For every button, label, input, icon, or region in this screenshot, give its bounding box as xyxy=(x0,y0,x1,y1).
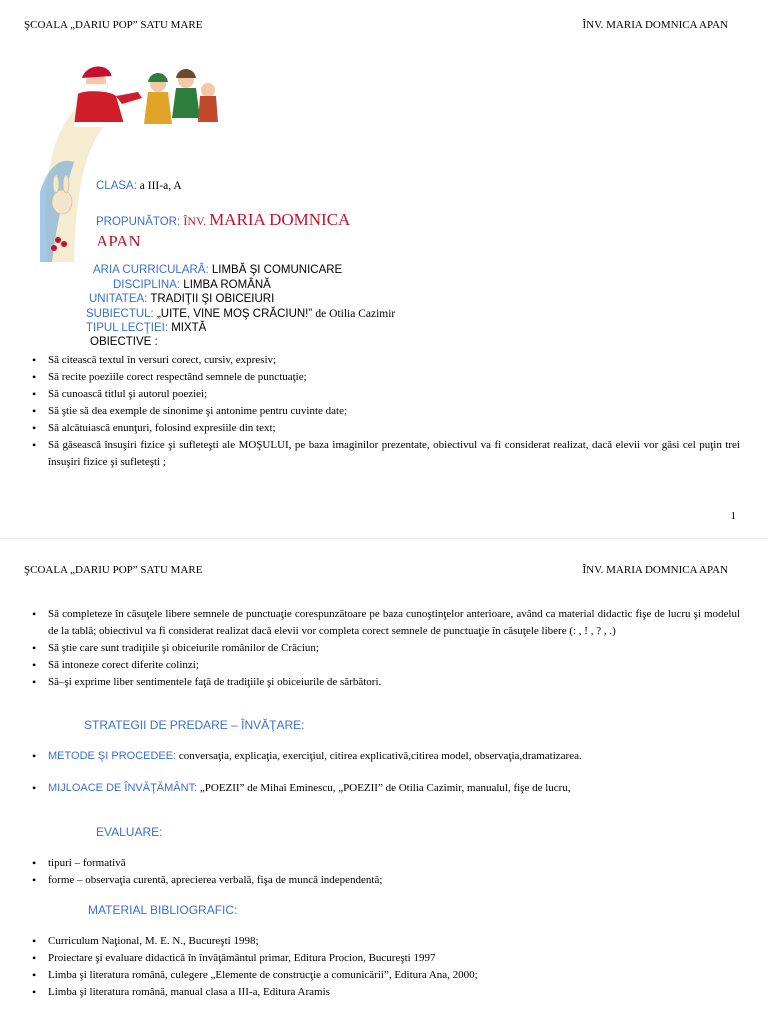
mijloace-list xyxy=(30,780,750,797)
unitatea-value: TRADIŢII ŞI OBICEIURI xyxy=(147,293,275,305)
list-item: • Să completeze în căsuţele libere semnele de punctuaţie corespunzătoare pe baza cunoştinţelor anterioare, având ca material didactic fişe de lucru şi modelul de la tablă; obiectivul va fi considerat realizat dacă elevii vor completa corect semnele de punctuaţie în căsuţele libere (: , ! , ? , .) xyxy=(30,606,740,640)
clasa-label: CLASA: xyxy=(96,180,137,192)
page-separator xyxy=(0,538,768,539)
list-item: • Curriculum Naţional, M. E. N., Bucureşti 1998; xyxy=(30,933,750,950)
field-subiectul xyxy=(86,308,395,320)
list-item: • Să cunoască titlul şi autorul poeziei; xyxy=(30,386,740,403)
unitatea-label: UNITATEA: xyxy=(89,293,148,305)
disciplina-value: LIMBA ROMÂNĂ xyxy=(180,279,271,291)
bibliografie-list xyxy=(30,933,750,1001)
field-clasa xyxy=(96,180,182,192)
disciplina-label: DISCIPLINA: xyxy=(113,279,181,291)
strategii-title: STRATEGII DE PREDARE – ÎNVĂŢARE: xyxy=(84,718,305,732)
propunator-label: PROPUNĂTOR: xyxy=(96,216,184,228)
field-unitatea xyxy=(89,293,274,305)
bibliografic-title: MATERIAL BIBLIOGRAFIC: xyxy=(88,903,238,917)
evaluare-list xyxy=(30,855,740,889)
subiectul-author: de Otilia Cazimir xyxy=(315,308,396,320)
metode-label: METODE ŞI PROCEDEE: xyxy=(48,750,177,762)
page-number: 1 xyxy=(730,510,736,522)
metode-value: conversaţia, explicaţia, exerciţiul, citirea explicativă,citirea model, observaţia,dramatizarea. xyxy=(176,750,582,762)
header-school: ŞCOALA „DARIU POP” SATU MARE xyxy=(24,19,203,31)
list-item: • forme – observaţia curentă, aprecierea verbală, fişa de muncă independentă; xyxy=(30,872,740,889)
aria-label: ARIA CURRICULARĂ: xyxy=(93,264,209,276)
mijloace-value: „POEZII” de Mihai Eminescu, „POEZII” de Otilia Cazimir, manualul, fişe de lucru, xyxy=(197,782,571,794)
list-item xyxy=(30,780,750,797)
field-tipul xyxy=(86,322,206,334)
metode-list xyxy=(30,748,750,765)
mijloace-label: MIJLOACE DE ÎNVĂŢĂMÂNT: xyxy=(48,782,198,794)
list-item: • tipuri – formativă xyxy=(30,855,740,872)
list-item: • Să intoneze corect diferite colinzi; xyxy=(30,657,740,674)
tipul-value: MIXTĂ xyxy=(168,322,207,334)
list-item: • Proiectare şi evaluare didactică în învăţământul primar, Editura Procion, Bucureşti 1997 xyxy=(30,950,750,967)
propunator-name: MARIA DOMNICA xyxy=(209,210,351,229)
document-page-2 xyxy=(0,540,768,1024)
list-item: • Să găsească însuşiri fizice şi sufleteşti ale MOŞULUI, pe baza imaginilor prezentate, obiectivul va fi considerat realizat, dacă elevii vor găsi cel puţin trei însuşiri fizice şi sufleteşti ; xyxy=(30,437,740,471)
list-item xyxy=(30,748,750,765)
list-item: • Limba şi literatura română, culegere „Elemente de construcţie a comunicării”, Editura Ana, 2000; xyxy=(30,967,750,984)
list-item: • Să citească textul în versuri corect, cursiv, expresiv; xyxy=(30,352,740,369)
tipul-label: TIPUL LECŢIEI: xyxy=(86,322,169,334)
header-school: ŞCOALA „DARIU POP” SATU MARE xyxy=(24,564,203,576)
list-item: • Să alcătuiască enunţuri, folosind expresiile din text; xyxy=(30,420,740,437)
propunator-name-line2: APAN xyxy=(96,232,141,246)
field-disciplina xyxy=(93,279,271,291)
clasa-value: a III-a, A xyxy=(136,180,182,192)
list-item: • Limba şi literatura română, manual clasa a III-a, Editura Aramis xyxy=(30,984,750,1001)
obiective-label: OBIECTIVE : xyxy=(90,336,158,348)
list-item: • Să ştie care sunt tradiţiile şi obiceiurile românilor de Crăciun; xyxy=(30,640,740,657)
propunator-inv: ÎNV. xyxy=(183,214,210,228)
list-item: • Să ştie să dea exemple de sinonime şi antonime pentru cuvinte date; xyxy=(30,403,740,420)
evaluare-title: EVALUARE: xyxy=(96,825,163,839)
objectives-list-page2 xyxy=(30,606,740,691)
field-aria xyxy=(93,264,342,276)
list-item: • Să recite poeziile corect respectând semnele de punctuaţie; xyxy=(30,369,740,386)
aria-value: LIMBĂ ŞI COMUNICARE xyxy=(208,264,343,276)
subiectul-value: „UITE, VINE MOŞ CRĂCIUN!” xyxy=(153,308,316,320)
objectives-list-page1 xyxy=(30,352,740,471)
header-teacher: ÎNV. MARIA DOMNICA APAN xyxy=(582,564,728,576)
field-propunator xyxy=(96,210,350,230)
list-item: • Să–şi exprime liber sentimentele faţă de tradiţiile şi obiceiurile de sărbători. xyxy=(30,674,740,691)
header-teacher: ÎNV. MARIA DOMNICA APAN xyxy=(582,19,728,31)
subiectul-label: SUBIECTUL: xyxy=(86,308,154,320)
